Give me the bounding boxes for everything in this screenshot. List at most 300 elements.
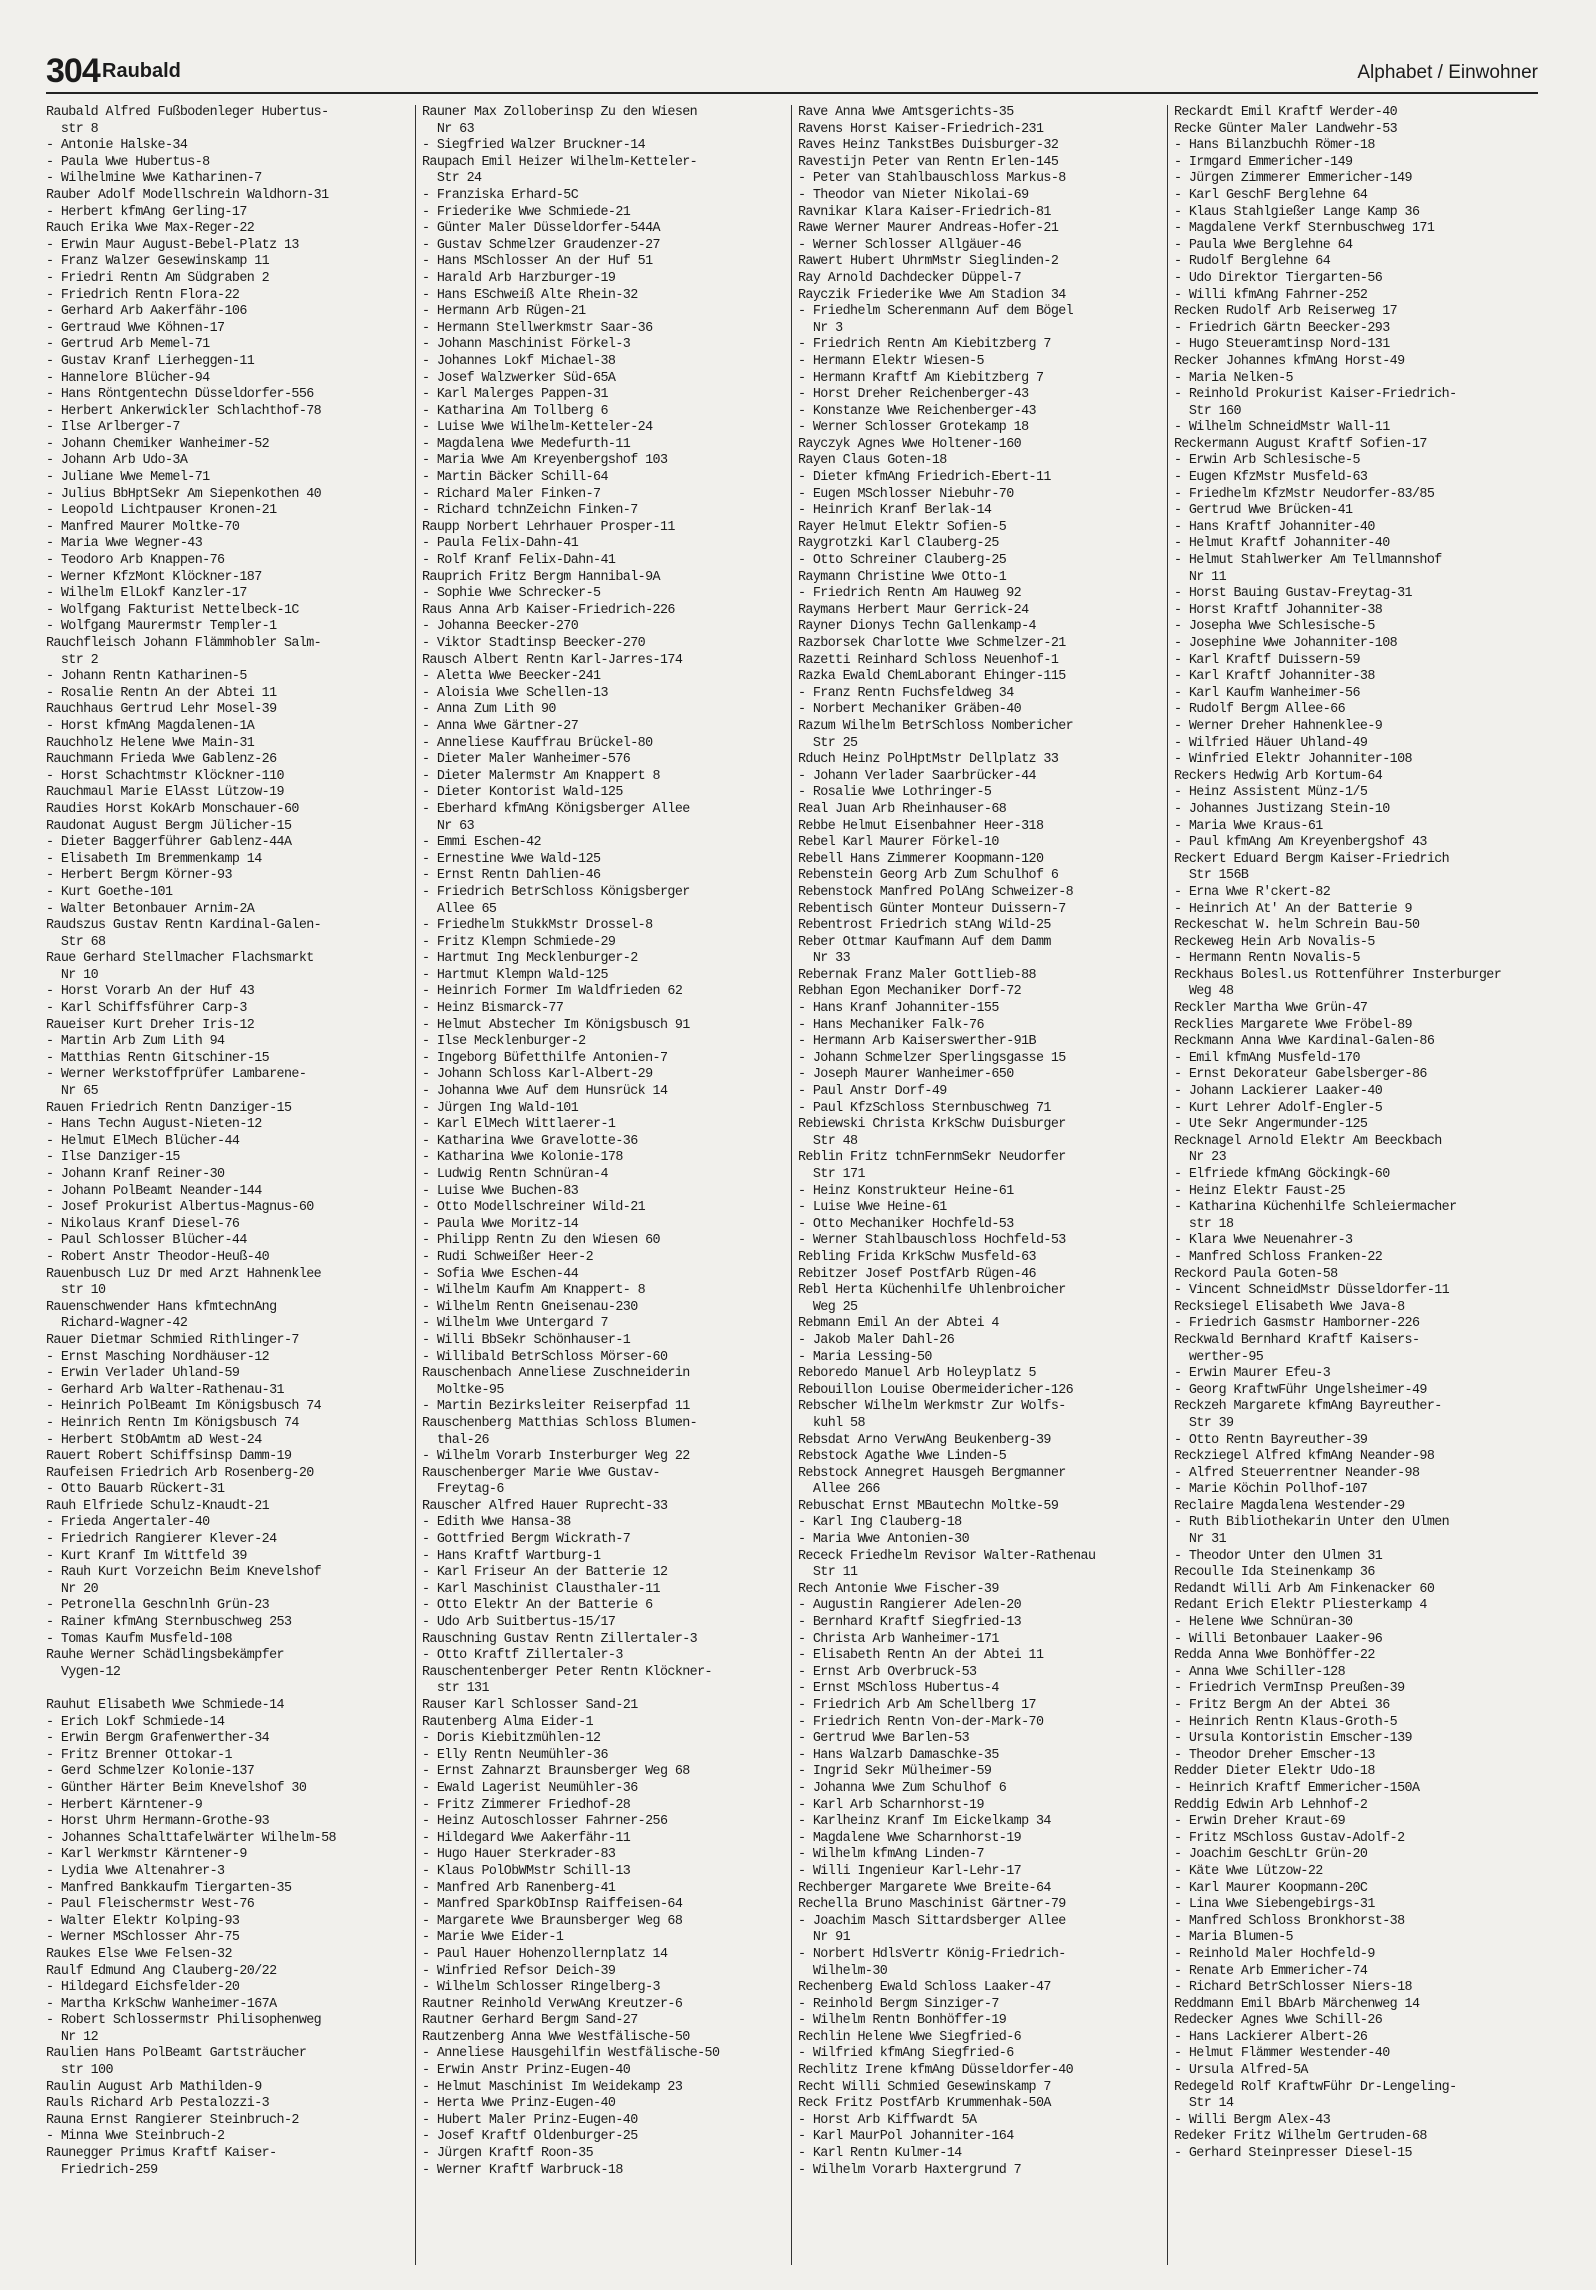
directory-entry-line: - Luise Wwe Wilhelm-Ketteler-24 [422,420,653,436]
directory-entry-line: Rauschenberg Matthias Schloss Blumen- [422,1415,698,1431]
directory-entry-line: Recklies Margarete Wwe Fröbel-89 [1174,1017,1412,1033]
directory-entry-line: Redecker Agnes Wwe Schill-26 [1174,2013,1383,2029]
directory-entry-line: - Wilhelm Kaufm Am Knappert- 8 [422,1283,646,1299]
directory-entry-line: - Friedrich Rentn Flora-22 [46,287,240,303]
directory-entry-line: - Johann Rentn Katharinen-5 [46,669,247,685]
directory-entry-line: Allee 65 [422,901,497,917]
directory-entry-line: Rauenschwender Hans kfmtechnAng [46,1299,277,1315]
directory-entry-line: - Klara Wwe Neuenahrer-3 [1174,1233,1353,1249]
directory-entry-line: - Luise Wwe Buchen-83 [422,1183,579,1199]
directory-entry-line: Raudonat August Bergm Jülicher-15 [46,818,292,834]
directory-entry-line: - Winfried Refsor Deich-39 [422,1963,616,1979]
directory-entry-line: Recker Johannes kfmAng Horst-49 [1174,353,1405,369]
directory-entry-line: - Hans ESchweiß Alte Rhein-32 [422,287,638,303]
directory-entry-line: Redda Anna Wwe Bonhöffer-22 [1174,1648,1375,1664]
directory-entry-line: Str 68 [46,934,106,950]
directory-entry-line: - Lina Wwe Siebengebirgs-31 [1174,1897,1375,1913]
directory-entry-line: - Marie Köchin Pollhof-107 [1174,1482,1368,1498]
directory-entry-line: - Manfred Maurer Moltke-70 [46,519,240,535]
directory-entry-line: - Manfred Schloss Franken-22 [1174,1249,1383,1265]
directory-entry-line: Reckler Martha Wwe Grün-47 [1174,1001,1368,1017]
directory-entry-line: Ravnikar Klara Kaiser-Friedrich-81 [798,204,1051,220]
directory-entry-line: - Otto Schreiner Clauberg-25 [798,553,1007,569]
directory-entry-line: - Heinrich Former Im Waldfrieden 62 [422,984,683,1000]
directory-entry-line: - Heinz Autoschlosser Fahrner-256 [422,1814,668,1830]
directory-entry-line: - Ernestine Wwe Wald-125 [422,851,601,867]
directory-entry-line: Raus Anna Arb Kaiser-Friedrich-226 [422,602,675,618]
directory-entry-line: Redegeld Rolf KraftwFühr Dr-Lengeling- [1174,2079,1457,2095]
directory-entry-line: - Gertrud Arb Memel-71 [46,337,210,353]
directory-entry-line: - Karl Kraftf Johanniter-38 [1174,669,1375,685]
directory-entry-line: Str 14 [1174,2096,1234,2112]
directory-entry-line: - Vincent SchneidMstr Düsseldorfer-11 [1174,1283,1450,1299]
directory-entry-line: Rebscher Wilhelm Werkmstr Zur Wolfs- [798,1399,1066,1415]
directory-entry-line: - Wilfried Häuer Uhland-49 [1174,735,1368,751]
directory-entry-line: - Karl Arb Scharnhorst-19 [798,1797,984,1813]
directory-entry-line: str 10 [46,1283,106,1299]
directory-entry-line: Reckhaus Bolesl.us Rottenführer Insterburger [1174,967,1502,983]
directory-entry-line: Reckmann Anna Wwe Kardinal-Galen-86 [1174,1034,1435,1050]
directory-entry-line: - Gertrud Wwe Barlen-53 [798,1731,970,1747]
directory-entry-line: - Werner Stahlbauschloss Hochfeld-53 [798,1233,1066,1249]
directory-entry-line: - Johann Lackierer Laaker-40 [1174,1084,1383,1100]
directory-entry-line: - Erwin Maur August-Bebel-Platz 13 [46,237,299,253]
directory-entry-line: - Manfred Arb Ranenberg-41 [422,1880,616,1896]
directory-entry-line: - Maria Wwe Wegner-43 [46,536,203,552]
directory-entry-line: - Dieter kfmAng Friedrich-Ebert-11 [798,470,1051,486]
directory-entry-line: Rave Anna Wwe Amtsgerichts-35 [798,105,1014,120]
directory-entry-line: - Margarete Wwe Braunsberger Weg 68 [422,1913,683,1929]
directory-entry-line: - Friedrich VermInsp Preußen-39 [1174,1681,1405,1697]
directory-entry-line: Rautenberg Alma Eider-1 [422,1714,594,1730]
directory-entry-line: - Anna Zum Lith 90 [422,702,556,718]
directory-entry-line: Rayner Dionys Techn Gallenkamp-4 [798,619,1036,635]
directory-entry-line: - Johann Schmelzer Sperlingsgasse 15 [798,1050,1066,1066]
directory-entry-line: Raueiser Kurt Dreher Iris-12 [46,1017,255,1033]
directory-entry-line: - Helmut Maschinist Im Weidekamp 23 [422,2079,683,2095]
directory-entry-line: Razka Ewald ChemLaborant Ehinger-115 [798,669,1066,685]
directory-entry-line: - Dieter Malermstr Am Knappert 8 [422,768,660,784]
directory-entry-line: - Otto Bauarb Rückert-31 [46,1482,225,1498]
directory-entry-line: - Josepha Wwe Schlesische-5 [1174,619,1375,635]
directory-entry-line: - Hartmut Ing Mecklenburger-2 [422,951,638,967]
directory-entry-line: - Ute Sekr Angermunder-125 [1174,1117,1368,1133]
directory-entry-line: - Hannelore Blücher-94 [46,370,210,386]
directory-entry-line: Reckeweg Hein Arb Novalis-5 [1174,934,1375,950]
directory-entry-line: - Johann Schloss Karl-Albert-29 [422,1067,653,1083]
directory-entry-line: - Elisabeth Im Bremmenkamp 14 [46,851,262,867]
directory-entry-line: - Fritz Zimmerer Friedhof-28 [422,1797,631,1813]
directory-entry-line: - Eugen KfzMstr Musfeld-63 [1174,470,1368,486]
directory-entry-line: Weg 25 [798,1299,858,1315]
directory-entry-line: Reckord Paula Goten-58 [1174,1266,1338,1282]
directory-entry-line: - Siegfried Walzer Bruckner-14 [422,138,646,154]
directory-entry-line: - Gustav Schmelzer Graudenzer-27 [422,237,660,253]
directory-entry-line: - Augustin Rangierer Adelen-20 [798,1598,1022,1614]
directory-entry-line: - Otto Elektr An der Batterie 6 [422,1598,653,1614]
directory-entry-line: - Ludwig Rentn Schnüran-4 [422,1167,608,1182]
directory-entry-line: - Dieter Maler Wanheimer-576 [422,752,631,768]
directory-entry-line: - Hans Kranf Johanniter-155 [798,1001,999,1017]
directory-entry-line: - Gertrud Wwe Brücken-41 [1174,503,1353,519]
directory-entry-line: - Harald Arb Harzburger-19 [422,270,616,286]
directory-entry-line: - Friedri Rentn Am Südgraben 2 [46,270,270,286]
directory-entry-line: - Werner Schlosser Allgäuer-46 [798,237,1022,253]
directory-entry-line: - Helmut Flämmer Westender-40 [1174,2046,1390,2062]
directory-entry-line: Rauchhaus Gertrud Lehr Mosel-39 [46,702,277,718]
directory-entry-line: - Heinrich Kraftf Emmericher-150A [1174,1780,1420,1796]
directory-entry-line: - Peter van Stahlbauschloss Markus-8 [798,171,1066,187]
directory-entry-line: Rebsdat Arno VerwÄng Beukenberg-39 [798,1432,1051,1448]
directory-entry-line: - Wilhelm Rentn Gneisenau-230 [422,1299,638,1315]
directory-entry-line: - Emmi Eschen-42 [422,835,541,851]
directory-entry-line: Razetti Reinhard Schloss Neuenhof-1 [798,652,1059,668]
directory-entry-line: - Richard tchnZeichn Finken-7 [422,503,638,519]
directory-entry-line: - Werner MSchlosser Ahr-75 [46,1930,240,1946]
directory-entry-line: - Herta Wwe Prinz-Eugen-40 [422,2096,616,2112]
directory-entry-line: - Hildegard Wwe Aakerfähr-11 [422,1830,631,1846]
directory-entry-line: - Heinz Bismarck-77 [422,1001,564,1017]
directory-entry-line: Rech Antonie Wwe Fischer-39 [798,1581,999,1597]
directory-entry-line: Rauscher Alfred Hauer Ruprecht-33 [422,1498,668,1514]
directory-entry-line: - Paula Wwe Hubertus-8 [46,154,210,170]
directory-entry-line: Nr 10 [46,967,99,983]
directory-entry-line: - Martin Bezirksleiter Reiserpfad 11 [422,1399,690,1415]
directory-entry-line: - Heinrich Kranf Berlak-14 [798,503,992,519]
directory-entry-line: - Willi Bergm Alex-43 [1174,2112,1331,2128]
directory-entry-line: - Norbert HdlsVertr König-Friedrich- [798,1946,1066,1962]
directory-entry-line: - Anneliese Kauffrau Brückel-80 [422,735,653,751]
directory-entry-line: - Ernst Rentn Dahlien-46 [422,868,601,884]
directory-entry-line: - Alfred Steuerrentner Neander-98 [1174,1465,1420,1481]
directory-entry-line: Rauschenberger Marie Wwe Gustav- [422,1465,660,1481]
directory-entry-line: Redeker Fritz Wilhelm Gertruden-68 [1174,2129,1427,2145]
directory-entry-line: - Hans Walzarb Damaschke-35 [798,1747,999,1763]
directory-entry-line: - Josef Walzwerker Süd-65A [422,370,616,386]
directory-entry-line: - Sophie Wwe Schrecker-5 [422,586,601,602]
directory-entry-line: Rayen Claus Goten-18 [798,453,947,469]
directory-entry-line: - Friedhelm Scherenmann Auf dem Bögel [798,304,1074,320]
directory-entry-line: - Willi Betonbauer Laaker-96 [1174,1631,1383,1647]
directory-entry-line: - Wolfgang Maurermstr Templer-1 [46,619,277,635]
directory-entry-line: - Wilhelm Vorarb Haxtergrund 7 [798,2162,1022,2178]
directory-entry-line: - Hartmut Klempn Wald-125 [422,967,608,983]
directory-entry-line: Rechlin Helene Wwe Siegfried-6 [798,2029,1022,2045]
directory-entry-line: Rauert Robert Schiffsinsp Damm-19 [46,1449,292,1465]
directory-entry-line: - Theodor Dreher Emscher-13 [1174,1747,1375,1763]
directory-entry-line: - Horst Bauing Gustav-Freytag-31 [1174,586,1412,602]
directory-entry-line: - Hans Bilanzbuchh Römer-18 [1174,138,1375,154]
directory-entry-line: Redant Erich Elektr Pliesterkamp 4 [1174,1598,1427,1614]
directory-entry-line: - Fritz Klempn Schmiede-29 [422,934,616,950]
directory-entry-line: Reddig Edwin Arb Lehnhof-2 [1174,1797,1368,1813]
directory-entry-line: Rebouillon Louise Obermeidericher-126 [798,1382,1074,1398]
directory-entry-line: Ravens Horst Kaiser-Friedrich-231 [798,121,1044,137]
directory-entry-line: - Klaus PolObWMstr Schill-13 [422,1863,631,1879]
directory-entry-line: - Klaus Stahlgießer Lange Kamp 36 [1174,204,1420,220]
directory-entry-line: - Viktor Stadtinsp Beecker-270 [422,636,646,651]
directory-entry-line: - Hugo Hauer Sterkrader-83 [422,1847,616,1863]
directory-entry-line: - Hermann Elektr Wiesen-5 [798,353,984,369]
directory-entry-line: Raufeisen Friedrich Arb Rosenberg-20 [46,1465,314,1481]
directory-entry-line: Rechella Bruno Maschinist Gärtner-79 [798,1897,1066,1913]
directory-entry-line: Weg 48 [1174,984,1234,1000]
directory-entry-line: - Karl Werkmstr Kärntener-9 [46,1847,247,1863]
directory-entry-line: - Wilhelm Wwe Untergard 7 [422,1316,608,1332]
directory-entry-line: - Rauh Kurt Vorzeichn Beim Knevelshof [46,1565,322,1581]
directory-entry-line: - Dieter Kontorist Wald-125 [422,785,623,801]
directory-entry-line: Rauschentenberger Peter Rentn Klöckner- [422,1664,712,1680]
directory-entry-line: Reblin Fritz tchnFernmSekr Neudorfer [798,1150,1066,1166]
section-name: Raubald [102,60,181,82]
directory-entry-line: Rauprich Fritz Bergm Hannibal-9A [422,569,660,585]
directory-entry-line: - Walter Betonbauer Arnim-2A [46,901,255,917]
directory-entry-line: Rebentisch Günter Monteur Duissern-7 [798,901,1066,917]
directory-entry-line: Raymann Christine Wwe Otto-1 [798,569,1007,585]
directory-entry-line: - Werner Kraftf Warbruck-18 [422,2162,623,2178]
directory-entry-line: - Horst Vorarb An der Huf 43 [46,984,255,1000]
directory-entry-line: Rduch Heinz PolHptMstr Dellplatz 33 [798,752,1059,768]
directory-entry-line: Rayczik Friederike Wwe Am Stadion 34 [798,287,1066,303]
directory-entry-line: - Ilse Arlberger-7 [46,420,180,436]
directory-entry-line: Rautner Reinhold VerwAng Kreutzer-6 [422,1996,683,2012]
directory-entry-line: - Friedrich Gärtn Beecker-293 [1174,320,1390,336]
directory-entry-line: Friedrich-259 [46,2162,158,2178]
directory-entry-line: - Hermann Rentn Novalis-5 [1174,951,1360,967]
column-divider [791,105,792,2265]
directory-entry-line: - Katharina Am Tollberg 6 [422,403,608,419]
directory-entry-line: - Tomas Kaufm Musfeld-108 [46,1631,232,1647]
directory-entry-line: - Wilfried kfmAng Siegfried-6 [798,2046,1014,2062]
directory-entry-line: - Magdalena Wwe Medefurth-11 [422,436,631,452]
directory-entry-line: - Robert Schlossermstr Philisophenweg [46,2013,322,2029]
column-2 [422,105,777,2265]
directory-entry-line: Recknagel Arnold Elektr Am Beeckbach [1174,1133,1442,1149]
directory-entry-line: - Willi Ingenieur Karl-Lehr-17 [798,1863,1022,1879]
directory-entry-line: - Gerd Schmelzer Kolonie-137 [46,1764,255,1780]
directory-entry-line: - Marie Wwe Eider-1 [422,1930,564,1946]
directory-entry-line: Raupach Emil Heizer Wilhelm-Ketteler- [422,154,698,170]
directory-entry-line: - Herbert StObAmtm aD West-24 [46,1432,262,1448]
directory-entry-line: Nr 31 [1174,1532,1227,1548]
directory-entry-line: - Irmgard Emmericher-149 [1174,154,1353,170]
directory-entry-line: - Erwin Bergm Grafenwerther-34 [46,1731,270,1747]
directory-entry-line: - Johanna Wwe Zum Schulhof 6 [798,1780,1007,1796]
directory-entry-line: Nr 63 [422,121,475,137]
directory-entry-line: - Ernst Arb Overbruck-53 [798,1664,977,1680]
directory-entry-line: - Heinrich At' An der Batterie 9 [1174,901,1412,917]
directory-entry-line: - Helmut Abstecher Im Königsbusch 91 [422,1017,690,1033]
directory-entry-line: - Herbert Ankerwickler Schlachthof-78 [46,403,322,419]
column-4 [1174,105,1529,2265]
directory-entry-line: Vygen-12 [46,1664,121,1680]
directory-entry-line: - Friedrich Rentn Von-der-Mark-70 [798,1714,1044,1730]
directory-entry-line: Rauschning Gustav Rentn Zillertaler-3 [422,1631,698,1647]
directory-entry-line: Rechberger Margarete Wwe Breite-64 [798,1880,1051,1896]
directory-entry-line: - Werner Dreher Hahnenklee-9 [1174,718,1383,734]
directory-entry-line: - Sofia Wwe Eschen-44 [422,1266,579,1282]
directory-entry-line: Rauchmaul Marie ElAsst Lützow-19 [46,785,284,801]
directory-entry-line: - Friedrich Gasmstr Hamborner-226 [1174,1316,1420,1332]
directory-entry-line: - Georg KraftwFühr Ungelsheimer-49 [1174,1382,1427,1398]
directory-entry-line: - Johann Kranf Reiner-30 [46,1167,225,1182]
directory-entry-line: Rausch Albert Rentn Karl-Jarres-174 [422,652,683,668]
directory-entry-line: - Hans Mechaniker Falk-76 [798,1017,984,1033]
directory-entry-line: - Otto Mechaniker Hochfeld-53 [798,1216,1014,1232]
directory-entry-line: Redder Dieter Elektr Udo-18 [1174,1764,1375,1780]
directory-entry-line: - Ernst Masching Nordhäuser-12 [46,1349,270,1365]
directory-entry-line: - Martin Bäcker Schill-64 [422,470,608,486]
directory-entry-line: - Karl MaurPol Johanniter-164 [798,2129,1014,2145]
directory-entry-line: - Jürgen Kraftf Roon-35 [422,2146,594,2162]
directory-entry-line: - Otto Rentn Bayreuther-39 [1174,1432,1368,1448]
directory-entry-line: - Teodoro Arb Knappen-76 [46,553,225,569]
directory-entry-line: - Hans Kraftf Wartburg-1 [422,1548,601,1564]
directory-entry-line: - Maria Wwe Kraus-61 [1174,818,1323,834]
directory-entry-line: - Ruth Bibliothekarin Unter den Ulmen [1174,1515,1450,1531]
directory-entry-line: - Fritz Brenner Ottokar-1 [46,1747,232,1763]
directory-entry-line: - Jürgen Zimmerer Emmericher-149 [1174,171,1412,187]
directory-entry-line: - Käte Wwe Lützow-22 [1174,1863,1323,1879]
directory-entry-line: - Helmut Kraftf Johanniter-40 [1174,536,1390,552]
directory-entry-line: - Herbert Kärntener-9 [46,1797,203,1813]
directory-entry-line: - Hans Techn August-Nieten-12 [46,1117,262,1133]
directory-entry-line: Raudszus Gustav Rentn Kardinal-Galen- [46,918,322,934]
directory-entry-line: - Matthias Rentn Gitschiner-15 [46,1050,270,1066]
directory-entry-line: kuhl 58 [798,1415,865,1431]
directory-entry-line: - Paul kfmAng Am Kreyenbergshof 43 [1174,835,1427,851]
directory-entry-line: Reddmann Emil BbArb Märchenweg 14 [1174,1996,1420,2012]
directory-entry-line: - Paul Anstr Dorf-49 [798,1084,947,1100]
directory-entry-line: - Christa Arb Wanheimer-171 [798,1631,999,1647]
directory-entry-line: Rawert Hubert UhrmMstr Sieglinden-2 [798,254,1059,270]
directory-entry-line: Rayczyk Agnes Wwe Holtener-160 [798,436,1022,452]
directory-entry-line: - Günter Maler Düsseldorfer-544A [422,221,660,237]
directory-entry-line: - Josef Prokurist Albertus-Magnus-60 [46,1200,314,1216]
directory-entry-line: - Udo Arb Suitbertus-15/17 [422,1615,616,1631]
directory-entry-line: - Frieda Angertaler-40 [46,1515,210,1531]
directory-entry-line: - Franziska Erhard-5C [422,187,579,203]
directory-entry-line: - Willi BbSekr Schönhauser-1 [422,1332,631,1348]
directory-entry-line: - Karlheinz Kranf Im Eickelkamp 34 [798,1814,1051,1830]
directory-entry-line: Rauchfleisch Johann Flämmhobler Salm- [46,636,322,651]
directory-entry-line: Rebenstein Georg Arb Zum Schulhof 6 [798,868,1059,884]
directory-entry-line: - Ilse Danziger-15 [46,1150,180,1166]
directory-entry-line: - Wilhelm SchneidMstr Wall-11 [1174,420,1390,436]
directory-entry-line: - Edith Wwe Hansa-38 [422,1515,571,1531]
directory-entry-line: - Kurt Goethe-101 [46,884,173,900]
directory-entry-line: - Manfred Schloss Bronkhorst-38 [1174,1913,1405,1929]
directory-entry-line: - Otto Kraftf Zillertaler-3 [422,1648,623,1664]
directory-entry-line: Rebling Frida KrkSchw Musfeld-63 [798,1249,1036,1265]
directory-entry-line: Rayer Helmut Elektr Sofien-5 [798,519,1007,535]
directory-entry-line: Rauenbusch Luz Dr med Arzt Hahnenklee [46,1266,322,1282]
directory-entry-line: - Gerhard Arb Walter-Rathenau-31 [46,1382,284,1398]
directory-entry-line: - Wilhelm kfmAng Linden-7 [798,1847,984,1863]
directory-entry-line: - Philipp Rentn Zu den Wiesen 60 [422,1233,660,1249]
directory-entry-line: - Gertraud Wwe Köhnen-17 [46,320,225,336]
directory-entry-line: Raulien Hans PolBeamt Gartsträucher [46,2046,307,2062]
directory-entry-line: - Anneliese Hausgehilfin Westfälische-50 [422,2046,720,2062]
column-3 [798,105,1153,2265]
directory-entry-line: - Martha KrkSchw Wanheimer-167A [46,1996,277,2012]
directory-entry-line: - Katharina Küchenhilfe Schleiermacher [1174,1200,1457,1216]
directory-entry-line: - Horst Dreher Reichenberger-43 [798,387,1029,403]
directory-entry-line: - Minna Wwe Steinbruch-2 [46,2129,225,2145]
directory-entry-line: - Josephine Wwe Johanniter-108 [1174,636,1398,651]
directory-entry-line: - Friederike Wwe Schmiede-21 [422,204,631,220]
column-1 [46,105,401,2265]
directory-entry-line: Rebstock Agathe Wwe Linden-5 [798,1449,1007,1465]
directory-entry-line: Freytag-6 [422,1482,504,1498]
directory-entry-line: Rechlitz Irene kfmAng Düsseldorfer-40 [798,2063,1074,2079]
directory-entry-line: - Luise Wwe Heine-61 [798,1200,947,1216]
directory-entry-line: - Karl Friseur An der Batterie 12 [422,1565,668,1581]
directory-entry-line: - Josef Kraftf Oldenburger-25 [422,2129,638,2145]
directory-entry-line: - Konstanze Wwe Reichenberger-43 [798,403,1036,419]
directory-entry-line: - Maria Lessing-50 [798,1349,932,1365]
directory-entry-line: - Joachim GeschLtr Grün-20 [1174,1847,1368,1863]
directory-entry-line: Recksiegel Elisabeth Wwe Java-8 [1174,1299,1405,1315]
directory-entry-line: - Bernhard Kraftf Siegfried-13 [798,1615,1022,1631]
directory-entry-line: - Franz Walzer Gesewinskamp 11 [46,254,270,270]
directory-entry-line: - Johann Chemiker Wanheimer-52 [46,436,270,452]
directory-entry-line: - Horst kfmAng Magdalenen-1A [46,718,255,734]
directory-entry-line: - Helmut Stahlwerker Am Tellmannshof [1174,553,1442,569]
directory-entry-line: Rauen Friedrich Rentn Danziger-15 [46,1100,292,1116]
column-divider [1167,105,1168,2265]
directory-entry-line: - Richard BetrSchlosser Niers-18 [1174,1980,1412,1996]
directory-entry-line: Reckzeh Margarete kfmAng Bayreuther- [1174,1399,1442,1415]
directory-entry-line: Nr 23 [1174,1150,1227,1166]
directory-entry-line: - Jakob Maler Dahl-26 [798,1332,955,1348]
directory-entry-line: - Richard Maler Finken-7 [422,486,601,502]
directory-entry-line: Rebbe Helmut Eisenbahner Heer-318 [798,818,1044,834]
directory-entry-line: - Wilhelmine Wwe Katharinen-7 [46,171,262,187]
directory-entry-line: - Heinrich Rentn Klaus-Groth-5 [1174,1714,1398,1730]
directory-entry-line: Str 48 [798,1133,858,1149]
directory-entry-line: - Johann Maschinist Förkel-3 [422,337,631,353]
directory-entry-line: - Karl Ing Clauberg-18 [798,1515,962,1531]
directory-entry-line: - Horst Uhrm Hermann-Grothe-93 [46,1814,270,1830]
directory-entry-line: - Theodor van Nieter Nikolai-69 [798,187,1029,203]
directory-entry-line: Reclaire Magdalena Westender-29 [1174,1498,1405,1514]
directory-entry-line: - Werner Werkstoffprüfer Lambarene- [46,1067,307,1083]
directory-entry-line: - Ernst Dekorateur Gabelsberger-86 [1174,1067,1427,1083]
directory-entry-line: - Horst Schachtmstr Klöckner-110 [46,768,284,784]
directory-entry-line: - Fritz Bergm An der Abtei 36 [1174,1698,1390,1713]
directory-entry-line: - Fritz MSchloss Gustav-Adolf-2 [1174,1830,1405,1846]
directory-entry-line: Recken Rudolf Arb Reiserweg 17 [1174,304,1398,320]
directory-entry-line: - Johanna Wwe Auf dem Hunsrück 14 [422,1084,668,1100]
directory-entry-line: Rautzenberg Anna Wwe Westfälische-50 [422,2029,690,2045]
directory-entry-line: - Karl Maschinist Clausthaler-11 [422,1581,660,1597]
directory-entry-line: - Erna Wwe R'ckert-82 [1174,884,1331,900]
directory-entry-line: - Heinz Assistent Münz-1/5 [1174,785,1368,801]
directory-entry-line: Rawe Werner Maurer Andreas-Hofer-21 [798,221,1059,237]
directory-entry-line: Raymans Herbert Maur Gerrick-24 [798,602,1029,618]
directory-entry-line: - Rudolf Bergm Allee-66 [1174,702,1346,718]
directory-entry-line: - Ingeborg Büfetthilfe Antonien-7 [422,1050,668,1066]
directory-entry-line: - Udo Direktor Tiergarten-56 [1174,270,1383,286]
directory-entry-line: - Rudi Schweißer Heer-2 [422,1249,594,1265]
directory-entry-line: - Reinhold Maler Hochfeld-9 [1174,1946,1375,1962]
directory-entry-line: - Horst Kraftf Johanniter-38 [1174,602,1383,618]
directory-entry-line: Raves Heinz TankstBes Duisburger-32 [798,138,1059,154]
directory-entry-line: - Werner Schlosser Grotekamp 18 [798,420,1029,436]
directory-entry-line: - Joachim Masch Sittardsberger Allee [798,1913,1066,1929]
directory-entry-line: - Hermann Kraftf Am Kiebitzberg 7 [798,370,1044,386]
